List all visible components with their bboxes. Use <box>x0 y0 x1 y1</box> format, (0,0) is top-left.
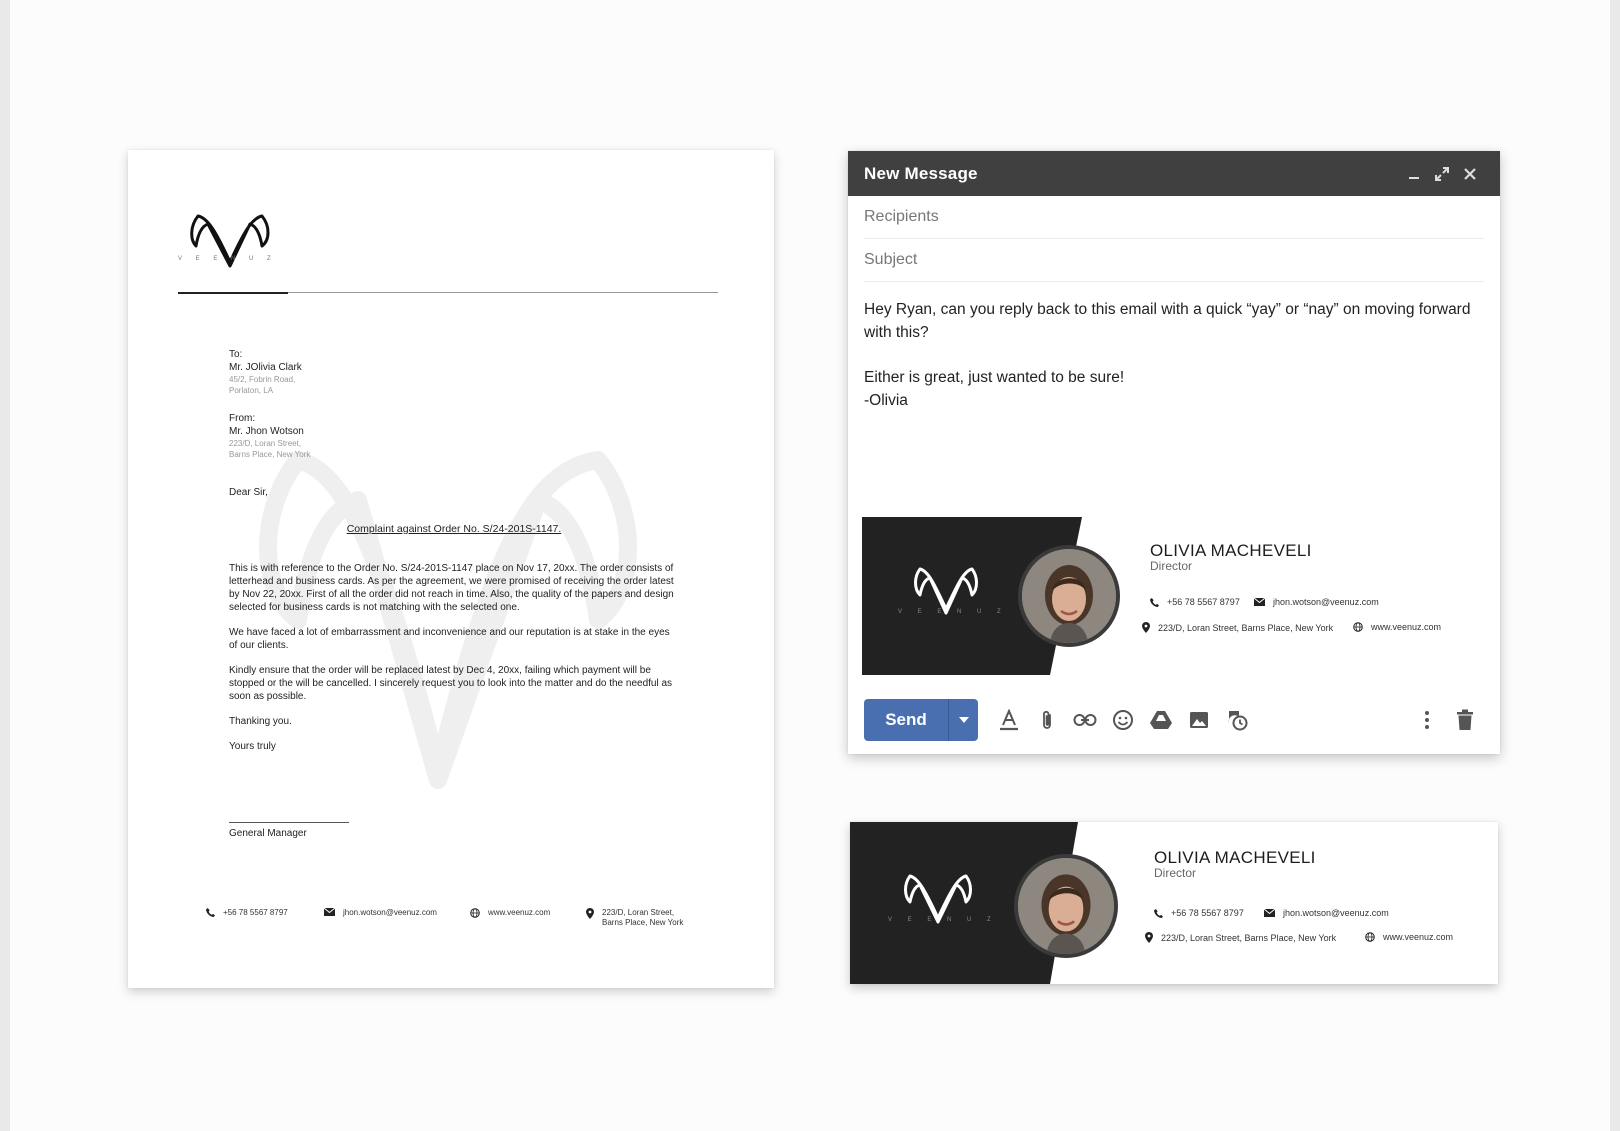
schedule-icon[interactable] <box>1218 701 1256 739</box>
location-pin-icon <box>586 908 594 919</box>
signature-phone <box>1154 908 1244 918</box>
signature-name: OLIVIA MACHEVELI <box>1150 541 1312 560</box>
avatar <box>1018 545 1120 647</box>
trash-icon[interactable] <box>1446 701 1484 739</box>
from-name: Mr. Jhon Wotson <box>229 426 304 437</box>
to-name: Mr. JOlivia Clark <box>229 362 302 373</box>
letter-body <box>229 348 679 765</box>
mail-icon <box>1264 909 1275 917</box>
signature-web-text: www.veenuz.com <box>1371 622 1442 632</box>
photo-icon[interactable] <box>1180 701 1218 739</box>
message-line-2: Either is great, just wanted to be sure! <box>864 369 1125 386</box>
from-address-line1: 223/D, Loran Street, <box>229 439 302 448</box>
compose-toolbar <box>864 699 1484 741</box>
signature-address-text: 223/D, Loran Street, Barns Place, New York <box>1158 622 1334 633</box>
signature-role: Director <box>1154 866 1197 880</box>
compose-title: New Message <box>864 163 978 183</box>
letter-thanks: Thanking you. <box>229 716 292 727</box>
window-edge-right <box>1610 0 1620 1131</box>
subject-input[interactable] <box>864 251 1484 269</box>
footer-address-line2: Barns Place, New York <box>602 918 684 927</box>
signature-name: OLIVIA MACHEVELI <box>1154 848 1316 867</box>
message-line-3: -Olivia <box>864 392 908 409</box>
signature-web-text: www.veenuz.com <box>1383 932 1454 942</box>
phone-icon <box>206 908 215 917</box>
footer-phone <box>206 908 288 918</box>
signature-email[interactable] <box>1264 908 1389 918</box>
avatar <box>1014 854 1118 958</box>
recipients-input[interactable] <box>864 208 1484 226</box>
from-address-line2: Barns Place, New York <box>229 450 311 459</box>
footer-email <box>324 908 437 918</box>
signature-phone-text: +56 78 5567 8797 <box>1167 597 1240 607</box>
signature-address <box>1145 932 1336 943</box>
footer-web <box>470 908 550 918</box>
send-options-dropdown[interactable] <box>948 699 978 741</box>
letter-footer <box>206 908 716 938</box>
email-signature-embedded <box>862 517 1482 675</box>
attach-icon[interactable] <box>1028 701 1066 739</box>
signature-address-text: 223/D, Loran Street, Barns Place, New York <box>1161 932 1337 943</box>
signature-address <box>1142 622 1333 633</box>
to-address-line1: 45/2, Fobrin Road, <box>229 375 296 384</box>
formatting-tools <box>990 701 1256 739</box>
footer-address-line1: 223/D, Loran Street, <box>602 908 675 917</box>
recipients-field <box>864 196 1484 239</box>
message-line-1: Hey Ryan, can you reply back to this email with a quick “yay” or “nay” on moving forward with this? <box>864 301 1471 341</box>
letter-paragraph-1: This is with reference to the Order No. S/24-201S-1147 place on Nov 17, 20xx. The order consists of letterhead and business cards. As per the agreement, we were promised of receiving the order latest by Nov 22, 20xx. First of all the order did not reach in time. Also, the quality of the papers and design selected for business cards is not matching with the selected one. <box>229 563 674 613</box>
to-address-line2: Porlaton, LA <box>229 386 274 395</box>
expand-icon[interactable] <box>1428 160 1456 188</box>
letter-paragraph-2: We have faced a lot of embarrassment and inconvenience and our reputation is at stake in the eyes of our clients. <box>229 627 670 651</box>
compose-window <box>848 151 1500 754</box>
globe-icon <box>1353 622 1363 632</box>
signature-logo-lettering: V E E N U Z <box>888 917 998 923</box>
signature-email-text: jhon.wotson@veenuz.com <box>1273 597 1379 607</box>
signature-phone <box>1150 597 1240 607</box>
signature-role: Director <box>1150 559 1193 573</box>
letter-paragraph-3: Kindly ensure that the order will be replaced latest by Dec 4, 20xx, failing which payment will be stopped or the will be cancelled. I sincerely request you to look into the matter and do the needful as soon as possible. <box>229 665 673 702</box>
signatory-title: General Manager <box>229 828 307 839</box>
veenuz-logo <box>178 212 288 272</box>
logo-lettering: V E E N U Z <box>178 256 277 262</box>
compose-titlebar <box>848 151 1500 196</box>
location-pin-icon <box>1142 622 1150 633</box>
signature-phone-text: +56 78 5567 8797 <box>1171 908 1244 918</box>
mail-icon <box>1254 598 1265 606</box>
footer-phone-text: +56 78 5567 8797 <box>223 908 288 917</box>
message-body[interactable] <box>848 282 1500 502</box>
emoji-icon[interactable] <box>1104 701 1142 739</box>
footer-address <box>586 908 683 928</box>
phone-icon <box>1150 598 1159 607</box>
footer-web-text: www.veenuz.com <box>488 908 551 917</box>
phone-icon <box>1154 909 1163 918</box>
header-rule-accent <box>178 292 288 294</box>
subject-field <box>864 239 1484 282</box>
location-pin-icon <box>1145 932 1153 943</box>
letter-closing: Yours truly <box>229 741 276 752</box>
from-label: From: <box>229 413 256 424</box>
send-button-group <box>864 699 978 741</box>
to-label: To: <box>229 349 243 360</box>
letter-subject: Complaint against Order No. S/24-201S-1147. <box>346 523 562 535</box>
signature-logo-lettering: V E E N U Z <box>898 609 1008 615</box>
salutation: Dear Sir, <box>229 487 268 498</box>
signature-web[interactable] <box>1365 932 1453 942</box>
signature-line <box>229 822 349 823</box>
globe-icon <box>470 908 480 918</box>
header-rule <box>288 292 718 293</box>
letterhead-document <box>128 150 774 988</box>
text-format-icon[interactable] <box>990 701 1028 739</box>
signature-email[interactable] <box>1254 597 1379 607</box>
chevron-down-icon <box>959 717 969 723</box>
window-edge-left <box>0 0 10 1131</box>
drive-icon[interactable] <box>1142 701 1180 739</box>
more-options-icon[interactable] <box>1408 701 1446 739</box>
mail-icon <box>324 908 335 916</box>
link-icon[interactable] <box>1066 701 1104 739</box>
minimize-icon[interactable] <box>1400 160 1428 188</box>
close-icon[interactable] <box>1456 160 1484 188</box>
send-button[interactable]: Send <box>864 699 948 741</box>
footer-email-text: jhon.wotson@veenuz.com <box>343 908 437 917</box>
signature-email-text: jhon.wotson@veenuz.com <box>1283 908 1389 918</box>
email-signature-standalone <box>850 822 1498 984</box>
signature-web[interactable] <box>1353 622 1441 632</box>
globe-icon <box>1365 932 1375 942</box>
